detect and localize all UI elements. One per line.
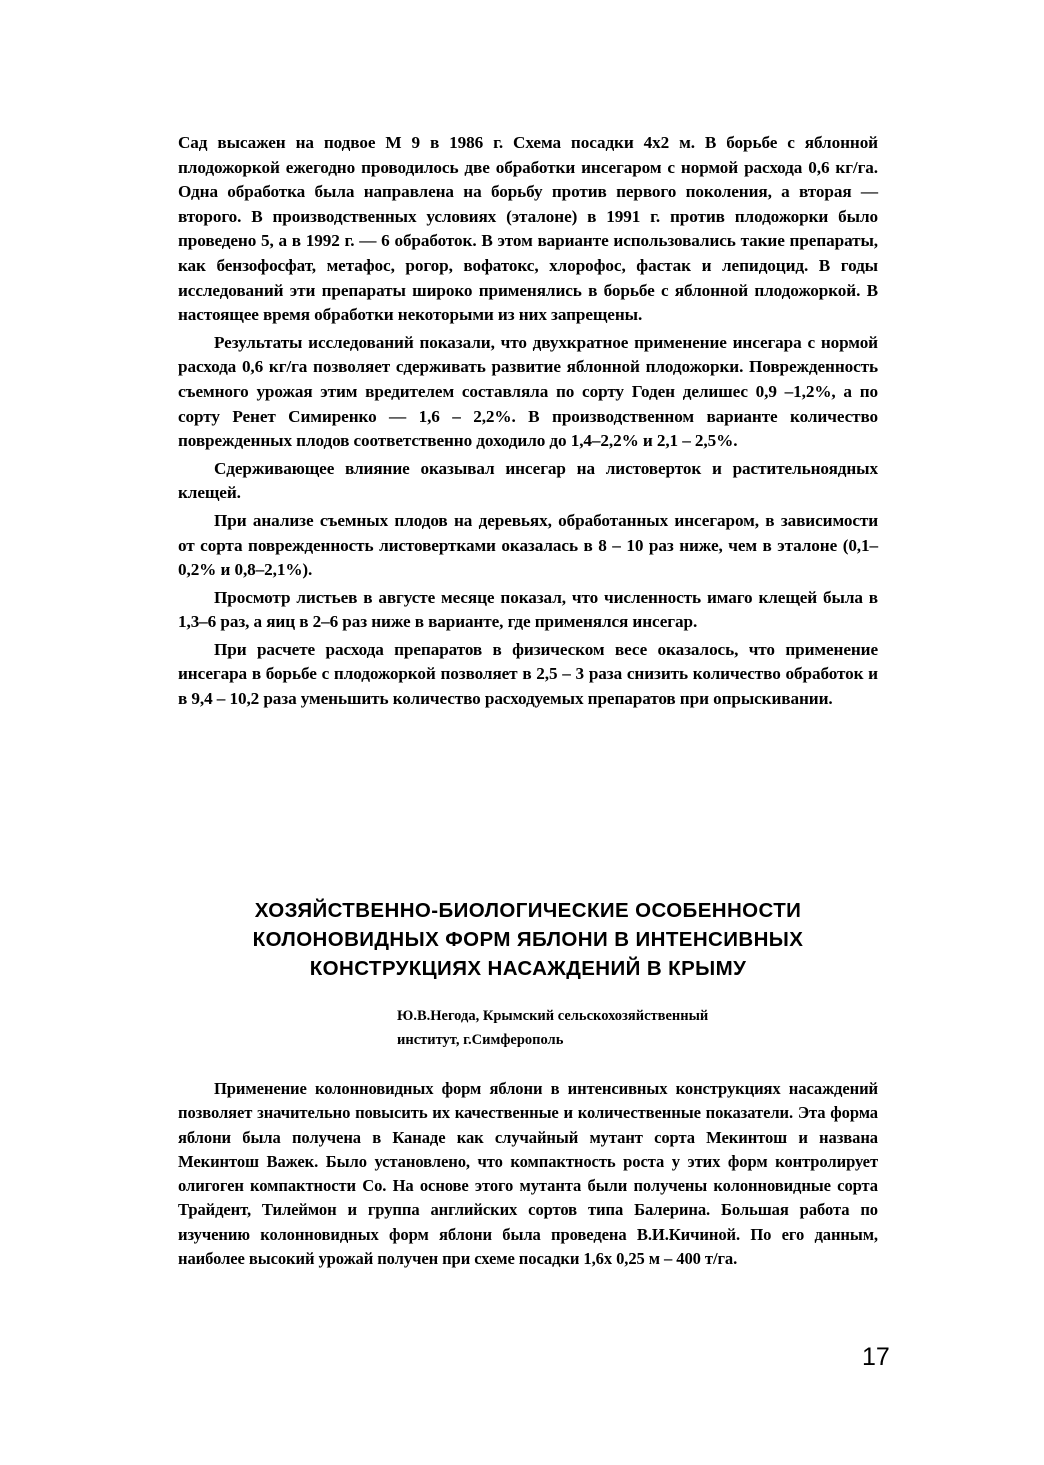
article-title-line-2: КОЛОНОВИДНЫХ ФОРМ ЯБЛОНИ В ИНТЕНСИВНЫХ — [252, 928, 804, 951]
paragraph-4: При анализе съемных плодов на деревьях, обработанных инсегаром, в зависимости от сорта поврежденность листовертками оказалась в 8 – 10 раз ниже, чем в эталоне (0,1–0,2% и 0,8–2,1%). — [178, 510, 878, 580]
previous-article-text — [178, 131, 878, 712]
article-body — [178, 1077, 878, 1271]
paragraph-6: При расчете расхода препаратов в физическом весе оказалось, что применение инсегара в борьбе с плодожоркой позволяет в 2,5 – 3 раза снизить количество обработок и в 9,4 – 10,2 раза уменьшить количество расходуемых препаратов при опрыскивании. — [178, 639, 878, 709]
article-title — [178, 896, 878, 983]
article-paragraph-1: Применение колонновидных форм яблони в интенсивных конструкциях насаждений позволяет значительно повысить их качественные и количественные показатели. Эта форма яблони была получена в Канаде как случайный мутант сорта Мекинтош и названа Мекинтош Важек. Было установлено, что компактность роста у этих форм контролирует олигоген компактности Со. На основе этого мутанта были получены колонновидные сорта Трайдент, Тилеймон и группа английских сортов типа Балерина. Большая работа по изучению колонновидных форм яблони была проведена В.И.Кичиной. По его данным, наиболее высокий урожай получен при схеме посадки 1,6х 0,25 м – 400 т/га. — [178, 1079, 878, 1269]
article-author — [397, 1004, 857, 1052]
article-title-line-3: КОНСТРУКЦИЯХ НАСАЖДЕНИЙ В КРЫМУ — [309, 957, 747, 980]
paragraph-1: Сад высажен на подвое М 9 в 1986 г. Схема посадки 4х2 м. В борьбе с яблонной плодожоркой ежегодно проводилось две обработки инсегаром с нормой расхода 0,6 кг/га. Одна обработка была направлена на борьбу против первого поколения, а вторая — второго. В производственных условиях (эталоне) в 1991 г. против плодожорки было проведено 5, а в 1992 г. — 6 обработок. В этом варианте использовались такие препараты, как бензофосфат, метафос, рогор, вофатокс, хлорофос, фастак и лепидоцид. В годы исследований эти препараты широко применялись в борьбе с яблонной плодожоркой. В настоящее время обработки некоторыми из них запрещены. — [178, 133, 878, 325]
paragraph-5: Просмотр листьев в августе месяце показал, что численность имаго клещей была в 1,3–6 раз, а яиц в 2–6 раз ниже в варианте, где применялся инсегар. — [178, 587, 878, 632]
author-line-2: институт, г.Симферополь — [397, 1032, 564, 1048]
page-number: 17 — [862, 1343, 890, 1371]
paragraph-2: Результаты исследований показали, что двухкратное применение инсегара с нормой расхода 0,6 кг/га позволяет сдерживать развитие яблонной плодожорки. Поврежденность съемного урожая этим вредителем составляла по сорту Годен делишес 0,9 –1,2%, а по сорту Ренет Симиренко — 1,6 – 2,2%. В производственном варианте количество поврежденных плодов соответственно доходило до 1,4–2,2% и 2,1 – 2,5%. — [178, 332, 878, 451]
article-title-line-1: ХОЗЯЙСТВЕННО-БИОЛОГИЧЕСКИЕ ОСОБЕННОСТИ — [254, 899, 802, 922]
author-line-1: Ю.В.Негода, Крымский сельскохозяйственный — [397, 1008, 709, 1024]
paragraph-3: Сдерживающее влияние оказывал инсегар на листоверток и растительноядных клещей. — [178, 458, 878, 503]
